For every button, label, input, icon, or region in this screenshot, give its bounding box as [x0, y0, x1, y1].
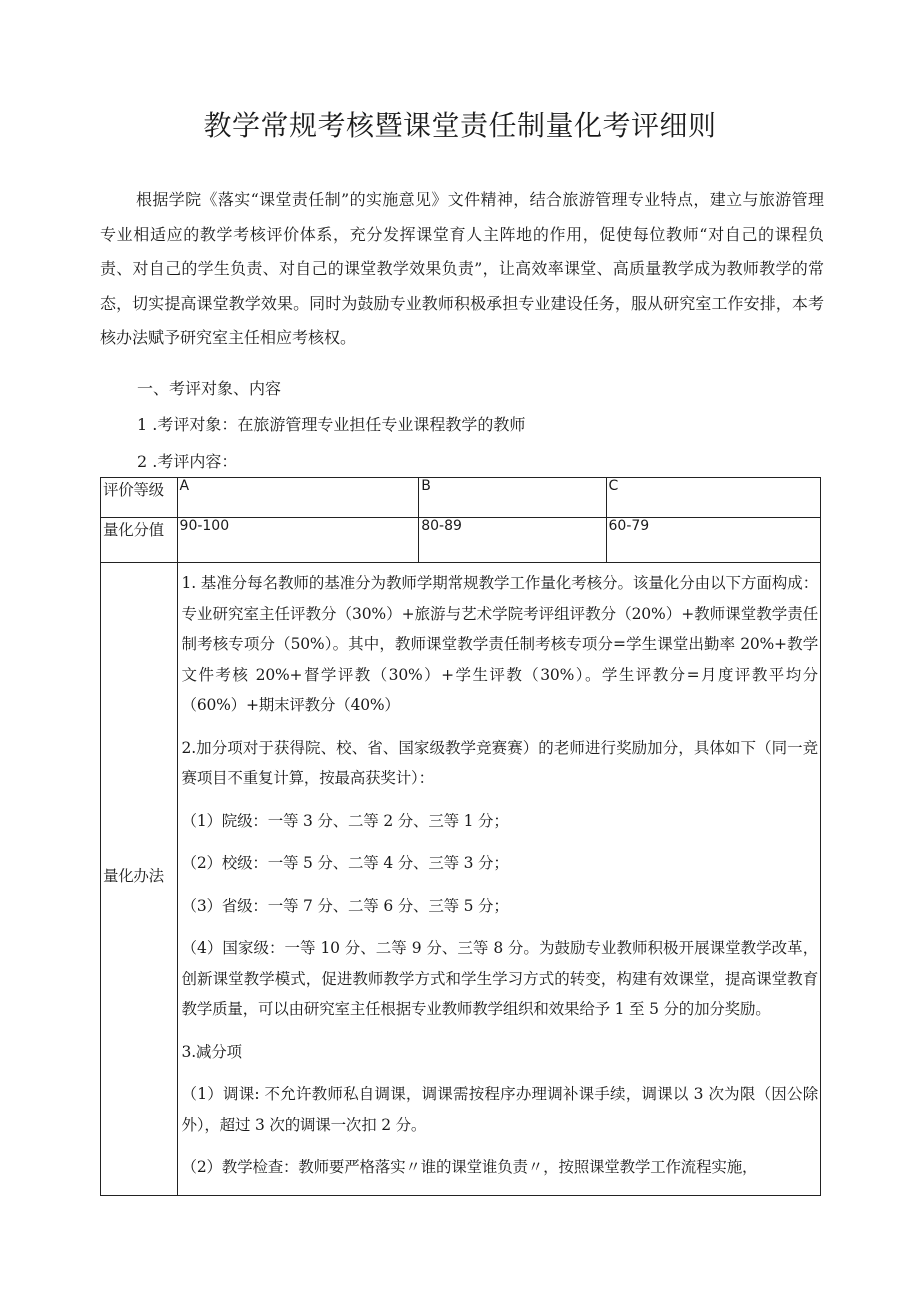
grade-b: B — [419, 478, 606, 518]
section-heading: 一、考评对象、内容 — [137, 379, 282, 398]
method-paragraph-national-level: （4）国家级：一等 10 分、二等 9 分、三等 8 分。为鼓励专业教师积极开展课堂教学改革，创新课堂教学模式，促进教师教学方式和学生学习方式的转变，构建有效课堂，提高课堂教育教学质量，可以由研究室主任根据专业教师教学组织和效果给予 1 至 5 分的加分奖励。 — [181, 939, 818, 1018]
assessment-table — [100, 477, 821, 1196]
score-b: 80-89 — [419, 518, 606, 563]
method-paragraph-bonus: 2.加分项对于获得院、校、省、国家级教学竞赛赛）的老师进行奖励加分，具体如下（同一竞赛项目不重复计算，按最高获奖计）： — [181, 738, 818, 787]
method-paragraph-deduction: 3.减分项 — [181, 1042, 242, 1061]
grade-a: A — [177, 478, 419, 518]
intro-paragraph: 根据学院《落实“课堂责任制”的实施意见》文件精神，结合旅游管理专业特点，建立与旅游管理专业相适应的教学考核评价体系，充分发挥课堂育人主阵地的作用，促使每位教师“对自己的课程负责、对自己的学生负责、对自己的课堂教学效果负责”，让高效率课堂、高质量教学成为教师教学的常态，切实提高课堂教学效果。同时为鼓励专业教师积极承担专业建设任务，服从研究室工作安排，本考核办法赋予研究室主任相应考核权。 — [100, 190, 824, 347]
assessment-target-item: 1 .考评对象：在旅游管理专业担任专业课程教学的教师 — [137, 415, 526, 434]
method-content — [177, 563, 820, 1196]
score-label: 量化分值 — [101, 518, 178, 563]
method-paragraph-base-score: 1. 基准分每名教师的基准分为教师学期常规教学工作量化考核分。该量化分由以下方面构成：专业研究室主任评教分（30%）+旅游与艺术学院考评组评教分（20%）+教师课堂教学责任制考核专项分（50%）。其中，教师课堂教学责任制考核专项分=学生课堂出勤率 20%+教学文件考核 20%+督学评教（30%）+学生评教（30%）。学生评教分=月度评教平均分（60%）+期末评教分（40%） — [181, 574, 818, 714]
score-c: 60-79 — [606, 518, 821, 563]
assessment-content-item: 2 .考评内容： — [137, 452, 238, 471]
method-paragraph-class-change: （1）调课: 不允许教师私自调课，调课需按程序办理调补课手续，调课以 3 次为限（因公除外），超过 3 次的调课一次扣 2 分。 — [181, 1085, 818, 1134]
score-a: 90-100 — [177, 518, 419, 563]
method-paragraph-school-level: （2）校级：一等 5 分、二等 4 分、三等 3 分； — [181, 854, 509, 872]
score-row — [101, 518, 821, 563]
method-label: 量化办法 — [101, 563, 178, 1196]
grade-c: C — [606, 478, 821, 518]
method-paragraph-inspection: （2）教学检查：教师要严格落实〃谁的课堂谁负责〃，按照课堂教学工作流程实施， — [181, 1158, 758, 1176]
document-title: 教学常规考核暨课堂责任制量化考评细则 — [203, 109, 717, 142]
grade-label: 评价等级 — [101, 478, 178, 518]
method-row — [101, 563, 821, 1196]
method-paragraph-college-level: （1）院级：一等 3 分、二等 2 分、三等 1 分； — [181, 811, 509, 830]
method-paragraph-province-level: （3）省级：一等 7 分、二等 6 分、三等 5 分； — [181, 896, 509, 915]
grade-row — [101, 478, 821, 518]
